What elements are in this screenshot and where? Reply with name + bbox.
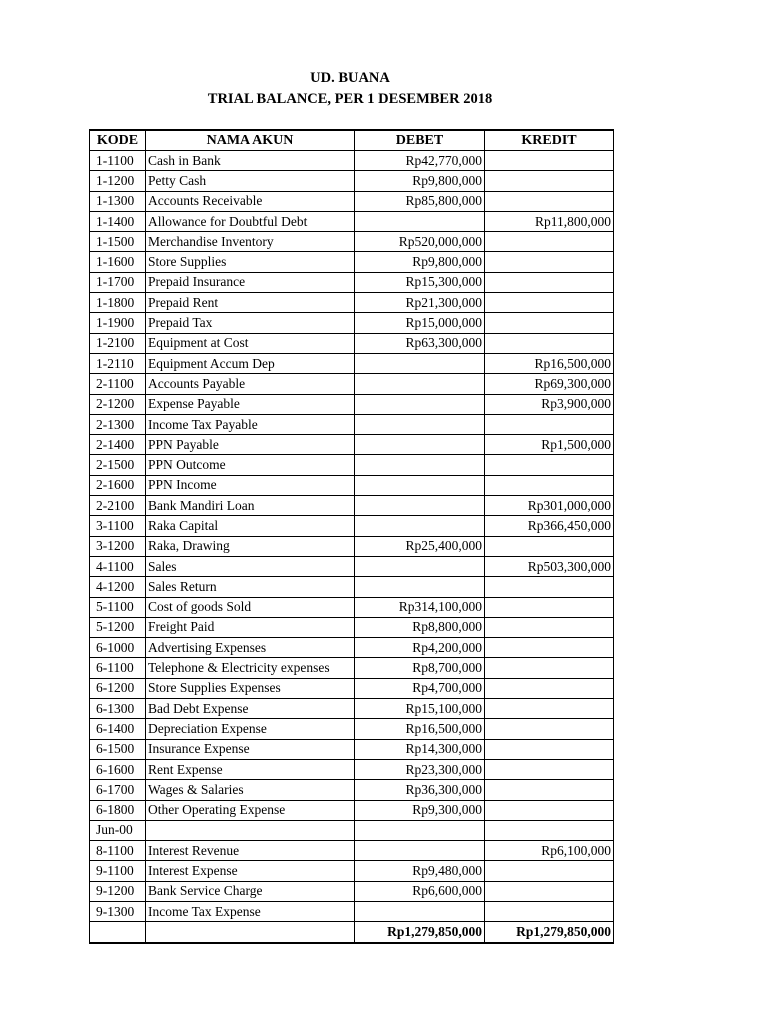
table-row (90, 699, 614, 719)
credit-amount-cell (485, 577, 614, 597)
table-row (90, 841, 614, 861)
table-row (90, 678, 614, 698)
table-row (90, 151, 614, 171)
account-name-cell: Income Tax Expense (146, 901, 355, 921)
debit-amount-cell: Rp4,700,000 (355, 678, 485, 698)
credit-amount-cell: Rp11,800,000 (485, 211, 614, 231)
table-row (90, 536, 614, 556)
account-name-cell: Equipment Accum Dep (146, 353, 355, 373)
credit-amount-cell: Rp366,450,000 (485, 516, 614, 536)
account-code-cell: 1-1200 (90, 171, 146, 191)
account-name-cell: Expense Payable (146, 394, 355, 414)
debit-amount-cell: Rp6,600,000 (355, 881, 485, 901)
table-row (90, 780, 614, 800)
account-name-cell: Freight Paid (146, 617, 355, 637)
account-code-cell: 9-1100 (90, 861, 146, 881)
account-code-cell: 1-1800 (90, 293, 146, 313)
credit-amount-cell (485, 617, 614, 637)
account-code-cell: 2-1200 (90, 394, 146, 414)
totals-nama-cell (146, 922, 355, 943)
credit-amount-cell (485, 901, 614, 921)
document-title: TRIAL BALANCE, PER 1 DESEMBER 2018 (207, 91, 493, 107)
table-row (90, 719, 614, 739)
credit-amount-cell (485, 272, 614, 292)
credit-amount-cell: Rp301,000,000 (485, 496, 614, 516)
table-row (90, 374, 614, 394)
table-row (90, 739, 614, 759)
account-code-cell: 1-1400 (90, 211, 146, 231)
credit-amount-cell (485, 800, 614, 820)
credit-amount-cell (485, 536, 614, 556)
table-row (90, 414, 614, 434)
account-code-cell: 9-1300 (90, 901, 146, 921)
credit-amount-cell (485, 597, 614, 617)
account-name-cell: Sales (146, 556, 355, 576)
account-name-cell: Wages & Salaries (146, 780, 355, 800)
account-code-cell: 6-1800 (90, 800, 146, 820)
account-name-cell: Other Operating Expense (146, 800, 355, 820)
debit-amount-cell (355, 455, 485, 475)
account-code-cell: Jun-00 (90, 820, 146, 840)
debit-amount-cell (355, 577, 485, 597)
account-code-cell: 3-1100 (90, 516, 146, 536)
account-name-cell: PPN Income (146, 475, 355, 495)
credit-amount-cell (485, 658, 614, 678)
account-name-cell: Bad Debt Expense (146, 699, 355, 719)
account-code-cell: 2-1400 (90, 435, 146, 455)
table-row (90, 313, 614, 333)
table-row (90, 171, 614, 191)
totals-kode-cell (90, 922, 146, 943)
account-name-cell: Store Supplies (146, 252, 355, 272)
column-header-nama-akun: NAMA AKUN (146, 130, 355, 151)
debit-amount-cell: Rp16,500,000 (355, 719, 485, 739)
account-code-cell: 5-1100 (90, 597, 146, 617)
debit-amount-cell (355, 211, 485, 231)
account-name-cell: Telephone & Electricity expenses (146, 658, 355, 678)
table-row (90, 820, 614, 840)
credit-amount-cell (485, 678, 614, 698)
table-row (90, 861, 614, 881)
account-code-cell: 2-1600 (90, 475, 146, 495)
debit-amount-cell (355, 414, 485, 434)
table-row (90, 293, 614, 313)
account-code-cell: 6-1700 (90, 780, 146, 800)
account-code-cell: 1-2110 (90, 353, 146, 373)
table-row (90, 232, 614, 252)
account-code-cell: 6-1000 (90, 638, 146, 658)
table-row (90, 353, 614, 373)
account-code-cell: 6-1100 (90, 658, 146, 678)
credit-amount-cell (485, 638, 614, 658)
table-row (90, 800, 614, 820)
totals-row (90, 922, 614, 943)
table-row (90, 658, 614, 678)
debit-amount-cell: Rp42,770,000 (355, 151, 485, 171)
table-row (90, 252, 614, 272)
debit-amount-cell (355, 374, 485, 394)
debit-amount-cell (355, 435, 485, 455)
account-code-cell: 6-1200 (90, 678, 146, 698)
table-row (90, 577, 614, 597)
table-row (90, 881, 614, 901)
credit-amount-cell (485, 232, 614, 252)
account-name-cell: Allowance for Doubtful Debt (146, 211, 355, 231)
company-name: UD. BUANA (310, 70, 390, 86)
account-name-cell: Petty Cash (146, 171, 355, 191)
credit-amount-cell: Rp16,500,000 (485, 353, 614, 373)
account-name-cell: Interest Expense (146, 861, 355, 881)
account-code-cell: 1-1300 (90, 191, 146, 211)
debit-amount-cell (355, 841, 485, 861)
credit-amount-cell (485, 252, 614, 272)
account-code-cell: 6-1400 (90, 719, 146, 739)
debit-amount-cell: Rp15,300,000 (355, 272, 485, 292)
credit-amount-cell: Rp69,300,000 (485, 374, 614, 394)
account-name-cell: Interest Revenue (146, 841, 355, 861)
table-row (90, 556, 614, 576)
debit-amount-cell (355, 475, 485, 495)
debit-amount-cell: Rp8,700,000 (355, 658, 485, 678)
table-row (90, 597, 614, 617)
debit-amount-cell: Rp21,300,000 (355, 293, 485, 313)
account-name-cell: Raka, Drawing (146, 536, 355, 556)
credit-amount-cell (485, 414, 614, 434)
debit-amount-cell (355, 901, 485, 921)
account-code-cell: 1-1600 (90, 252, 146, 272)
account-name-cell: Depreciation Expense (146, 719, 355, 739)
table-row (90, 272, 614, 292)
debit-amount-cell: Rp23,300,000 (355, 759, 485, 779)
debit-amount-cell: Rp8,800,000 (355, 617, 485, 637)
debit-amount-cell: Rp63,300,000 (355, 333, 485, 353)
account-code-cell: 8-1100 (90, 841, 146, 861)
credit-amount-cell (485, 739, 614, 759)
total-debet-cell: Rp1,279,850,000 (355, 922, 485, 943)
account-code-cell: 1-1900 (90, 313, 146, 333)
table-row (90, 496, 614, 516)
account-name-cell: PPN Payable (146, 435, 355, 455)
table-row (90, 901, 614, 921)
account-code-cell: 6-1300 (90, 699, 146, 719)
credit-amount-cell (485, 881, 614, 901)
debit-amount-cell: Rp520,000,000 (355, 232, 485, 252)
credit-amount-cell (485, 780, 614, 800)
account-code-cell: 6-1500 (90, 739, 146, 759)
table-row (90, 191, 614, 211)
credit-amount-cell (485, 719, 614, 739)
account-code-cell: 2-2100 (90, 496, 146, 516)
account-code-cell: 1-1100 (90, 151, 146, 171)
account-name-cell: Bank Mandiri Loan (146, 496, 355, 516)
debit-amount-cell: Rp9,300,000 (355, 800, 485, 820)
debit-amount-cell: Rp15,000,000 (355, 313, 485, 333)
debit-amount-cell: Rp15,100,000 (355, 699, 485, 719)
account-name-cell: Insurance Expense (146, 739, 355, 759)
debit-amount-cell: Rp25,400,000 (355, 536, 485, 556)
table-row (90, 435, 614, 455)
debit-amount-cell (355, 353, 485, 373)
account-code-cell: 5-1200 (90, 617, 146, 637)
account-code-cell: 9-1200 (90, 881, 146, 901)
trial-balance-table (89, 129, 614, 944)
column-header-kode: KODE (90, 130, 146, 151)
account-name-cell: Prepaid Tax (146, 313, 355, 333)
table-row (90, 638, 614, 658)
debit-amount-cell (355, 496, 485, 516)
credit-amount-cell (485, 171, 614, 191)
debit-amount-cell: Rp314,100,000 (355, 597, 485, 617)
credit-amount-cell (485, 820, 614, 840)
document-header (0, 68, 700, 110)
debit-amount-cell: Rp9,480,000 (355, 861, 485, 881)
account-name-cell: Rent Expense (146, 759, 355, 779)
account-name-cell: Merchandise Inventory (146, 232, 355, 252)
table-body (90, 151, 614, 922)
total-kredit-cell: Rp1,279,850,000 (485, 922, 614, 943)
account-code-cell: 2-1500 (90, 455, 146, 475)
debit-amount-cell (355, 820, 485, 840)
credit-amount-cell (485, 455, 614, 475)
table-row (90, 516, 614, 536)
credit-amount-cell (485, 293, 614, 313)
credit-amount-cell (485, 333, 614, 353)
table-row (90, 455, 614, 475)
column-header-kredit: KREDIT (485, 130, 614, 151)
account-name-cell: Equipment at Cost (146, 333, 355, 353)
credit-amount-cell (485, 861, 614, 881)
debit-amount-cell: Rp14,300,000 (355, 739, 485, 759)
credit-amount-cell: Rp6,100,000 (485, 841, 614, 861)
account-code-cell: 3-1200 (90, 536, 146, 556)
account-code-cell: 2-1300 (90, 414, 146, 434)
column-header-debet: DEBET (355, 130, 485, 151)
account-code-cell: 2-1100 (90, 374, 146, 394)
account-name-cell: Advertising Expenses (146, 638, 355, 658)
table-row (90, 759, 614, 779)
account-name-cell: PPN Outcome (146, 455, 355, 475)
account-code-cell: 1-1700 (90, 272, 146, 292)
account-name-cell: Income Tax Payable (146, 414, 355, 434)
account-name-cell: Cash in Bank (146, 151, 355, 171)
debit-amount-cell: Rp36,300,000 (355, 780, 485, 800)
table-row (90, 617, 614, 637)
debit-amount-cell: Rp85,800,000 (355, 191, 485, 211)
credit-amount-cell (485, 191, 614, 211)
account-code-cell: 1-1500 (90, 232, 146, 252)
account-code-cell: 1-2100 (90, 333, 146, 353)
account-code-cell: 4-1100 (90, 556, 146, 576)
account-name-cell: Accounts Payable (146, 374, 355, 394)
credit-amount-cell (485, 759, 614, 779)
account-name-cell: Bank Service Charge (146, 881, 355, 901)
table-row (90, 333, 614, 353)
debit-amount-cell: Rp9,800,000 (355, 171, 485, 191)
account-name-cell (146, 820, 355, 840)
credit-amount-cell: Rp3,900,000 (485, 394, 614, 414)
debit-amount-cell (355, 516, 485, 536)
table-row (90, 394, 614, 414)
table-row (90, 475, 614, 495)
account-name-cell: Accounts Receivable (146, 191, 355, 211)
table-header-row (90, 130, 614, 151)
account-name-cell: Raka Capital (146, 516, 355, 536)
table-row (90, 211, 614, 231)
account-name-cell: Cost of goods Sold (146, 597, 355, 617)
debit-amount-cell: Rp9,800,000 (355, 252, 485, 272)
credit-amount-cell: Rp503,300,000 (485, 556, 614, 576)
account-name-cell: Store Supplies Expenses (146, 678, 355, 698)
credit-amount-cell: Rp1,500,000 (485, 435, 614, 455)
debit-amount-cell: Rp4,200,000 (355, 638, 485, 658)
account-name-cell: Sales Return (146, 577, 355, 597)
account-code-cell: 4-1200 (90, 577, 146, 597)
account-name-cell: Prepaid Rent (146, 293, 355, 313)
debit-amount-cell (355, 556, 485, 576)
credit-amount-cell (485, 699, 614, 719)
credit-amount-cell (485, 313, 614, 333)
account-name-cell: Prepaid Insurance (146, 272, 355, 292)
debit-amount-cell (355, 394, 485, 414)
credit-amount-cell (485, 151, 614, 171)
credit-amount-cell (485, 475, 614, 495)
account-code-cell: 6-1600 (90, 759, 146, 779)
